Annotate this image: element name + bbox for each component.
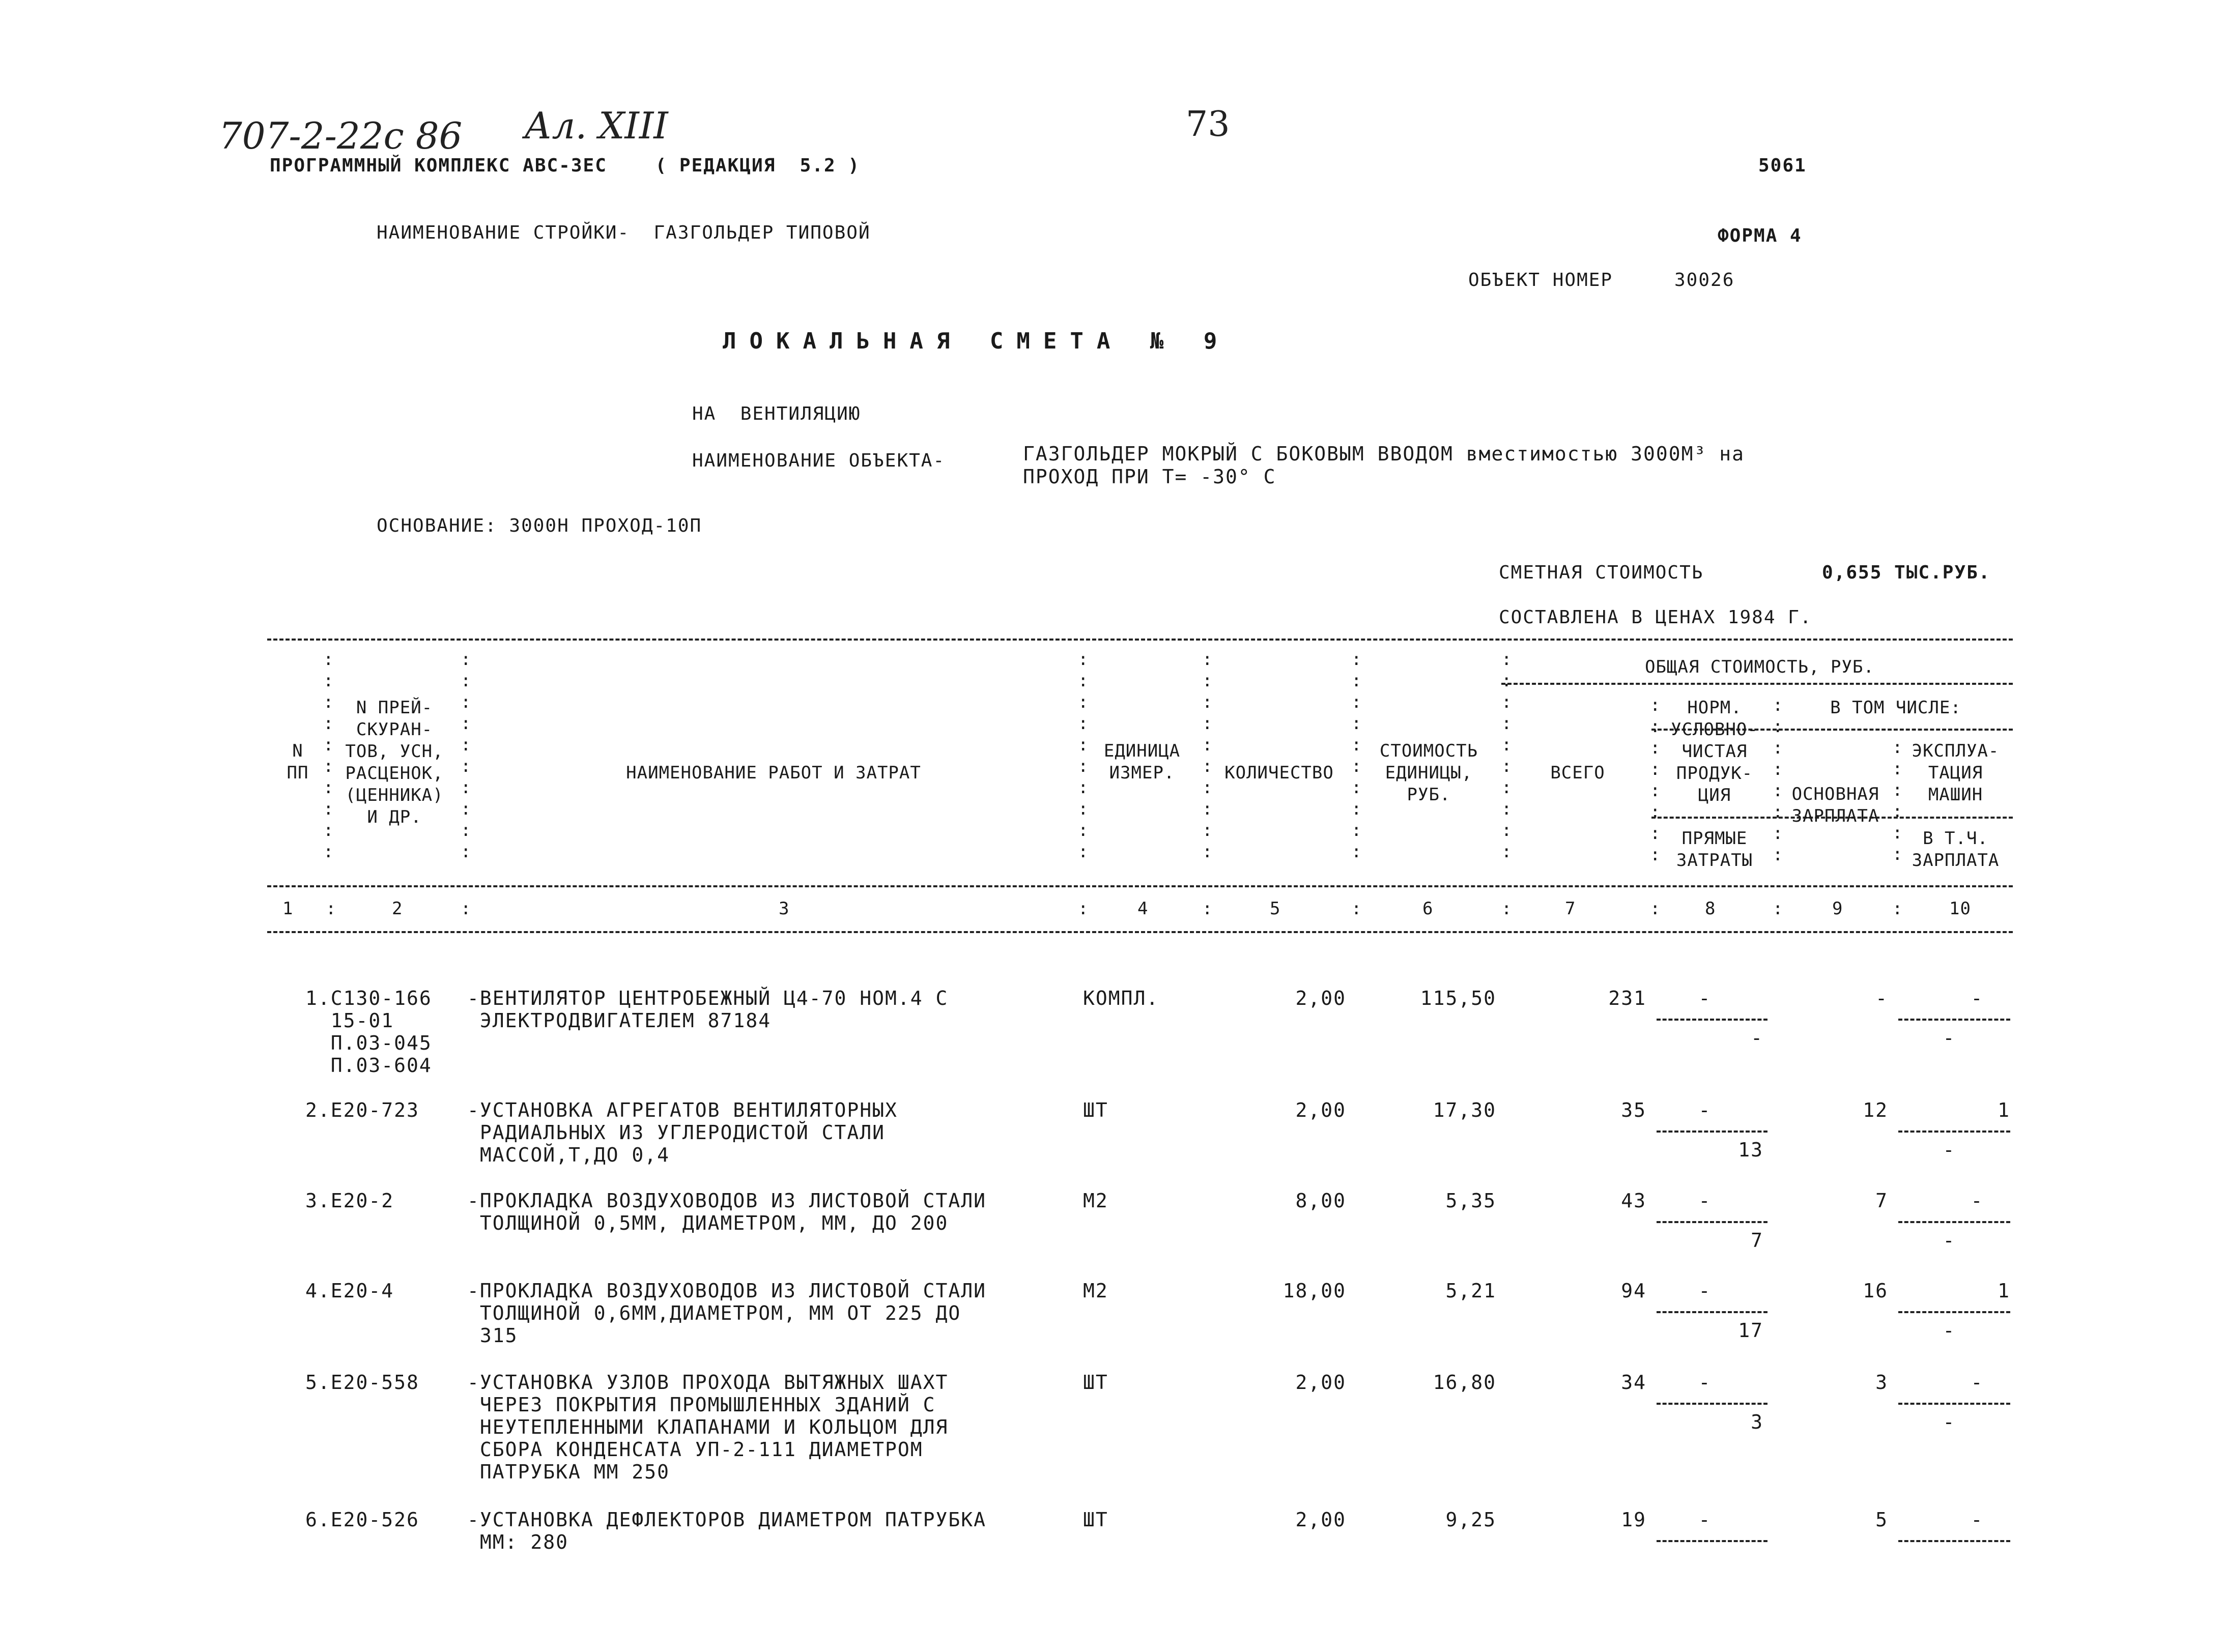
total-group-rule <box>1501 683 2013 685</box>
fraction-rule <box>1898 1019 2010 1021</box>
row-direct-cost: 13 <box>1738 1139 1763 1161</box>
program-line: ПРОГРАММНЫЙ КОМПЛЕКС АВС-3ЕС ( РЕДАКЦИЯ 5.2 ) <box>270 155 861 176</box>
row-code: 4.Е20-4 <box>305 1280 394 1302</box>
row-unit: КОМПЛ. <box>1083 987 1159 1009</box>
price-basis: СОСТАВЛЕНА В ЦЕНАХ 1984 Г. <box>1499 607 1812 628</box>
column-number-3: 3 <box>779 899 790 919</box>
fraction-rule <box>1657 1311 1767 1313</box>
column-number-9: 9 <box>1832 899 1843 919</box>
fraction-rule <box>1898 1131 2010 1133</box>
row-work-name: -УСТАНОВКА ДЕФЛЕКТОРОВ ДИАМЕТРОМ ПАТРУБКА ММ: 280 <box>467 1509 986 1553</box>
col-header-unit-cost: СТОИМОСТЬ ЕДИНИЦЫ, РУБ. <box>1379 741 1478 805</box>
row-unit: М2 <box>1083 1190 1108 1212</box>
row-total: 43 <box>1621 1190 1646 1212</box>
col-sep-1: : : : : : : : : : : <box>323 649 334 862</box>
object-name-line1: ГАЗГОЛЬДЕР МОКРЫЙ С БОКОВЫМ ВВОДОМ вместимостью 3000М³ на <box>1023 443 1745 465</box>
row-total: 19 <box>1621 1509 1646 1531</box>
fraction-rule <box>1657 1019 1767 1021</box>
row-code: 5.Е20-558 <box>305 1371 419 1394</box>
header-bottom-rule <box>267 885 2013 887</box>
column-number-7: 7 <box>1565 899 1576 919</box>
row-direct-cost: 3 <box>1751 1411 1763 1433</box>
row-unit: М2 <box>1083 1280 1108 1302</box>
fraction-rule <box>1898 1311 2010 1313</box>
column-number-separator: : <box>1650 899 1661 919</box>
row-unit-cost: 115,50 <box>1420 987 1496 1009</box>
column-number-separator: : <box>1892 899 1903 919</box>
fraction-rule <box>1657 1540 1767 1542</box>
table-top-rule <box>267 639 2013 641</box>
sheet-number-handwritten: Ал. XIII <box>524 104 668 147</box>
column-number-2: 2 <box>392 899 403 919</box>
row-machine-cost: 1 <box>1998 1099 2010 1121</box>
row-base-salary: 12 <box>1863 1099 1888 1121</box>
row-total: 231 <box>1608 987 1646 1009</box>
col-header-total: ВСЕГО <box>1550 763 1605 783</box>
column-number-separator: : <box>326 899 337 919</box>
row-machine-cost: - <box>1971 987 1984 1009</box>
row-unit-cost: 9,25 <box>1445 1509 1496 1531</box>
col-header-total-group: ОБЩАЯ СТОИМОСТЬ, РУБ. <box>1645 657 1874 677</box>
col-sep-5: : : : : : : : : : : <box>1351 649 1362 862</box>
col-sep-8: : : : : : : : : <box>1773 695 1784 865</box>
column-number-4: 4 <box>1137 899 1149 919</box>
row-code: 6.Е20-526 <box>305 1509 419 1531</box>
row-norm-value: - <box>1698 1371 1712 1394</box>
object-number: 30026 <box>1674 270 1735 291</box>
row-code: 3.Е20-2 <box>305 1190 394 1212</box>
row-machine-salary: - <box>1943 1229 1956 1252</box>
row-machine-cost: - <box>1971 1509 1984 1531</box>
row-machine-cost: - <box>1971 1190 1984 1212</box>
row-unit: ШТ <box>1083 1371 1108 1394</box>
row-work-name: -ПРОКЛАДКА ВОЗДУХОВОДОВ ИЗ ЛИСТОВОЙ СТАЛИ ТОЛЩИНОЙ 0,6ММ,ДИАМЕТРОМ, ММ ОТ 225 ДО 315 <box>467 1280 986 1347</box>
column-number-separator: : <box>461 899 472 919</box>
column-number-1: 1 <box>282 899 294 919</box>
row-unit-cost: 16,80 <box>1433 1371 1496 1394</box>
column-number-8: 8 <box>1705 899 1716 919</box>
col-header-pricelist: N ПРЕЙ- СКУРАН- ТОВ, УСН, РАСЦЕНОК, (ЦЕННИКА) И ДР. <box>345 698 444 827</box>
row-quantity: 2,00 <box>1295 987 1346 1009</box>
row-quantity: 2,00 <box>1295 1371 1346 1394</box>
row-unit: ШТ <box>1083 1099 1108 1121</box>
col-sep-7: : : : : : : : : <box>1650 695 1661 865</box>
col-header-work-name: НАИМЕНОВАНИЕ РАБОТ И ЗАТРАТ <box>626 763 921 783</box>
row-unit: ШТ <box>1083 1509 1108 1531</box>
row-norm-value: - <box>1698 1190 1712 1212</box>
column-number-6: 6 <box>1422 899 1434 919</box>
col-sep-2: : : : : : : : : : : <box>461 649 472 862</box>
col-header-machines: ЭКСПЛУА- ТАЦИЯ МАШИН <box>1912 741 2000 805</box>
column-number-separator: : <box>1078 899 1089 919</box>
fraction-rule <box>1898 1540 2010 1542</box>
col-sep-3: : : : : : : : : : : <box>1078 649 1089 862</box>
row-machine-salary: - <box>1943 1027 1956 1049</box>
row-quantity: 2,00 <box>1295 1099 1346 1121</box>
form-label: ФОРМА 4 <box>1718 225 1802 246</box>
row-base-salary: 7 <box>1875 1190 1888 1212</box>
row-total: 94 <box>1621 1280 1646 1302</box>
row-quantity: 8,00 <box>1295 1190 1346 1212</box>
estimate-title: ЛОКАЛЬНАЯ СМЕТА № 9 <box>723 328 1231 354</box>
row-norm-value: - <box>1698 987 1712 1009</box>
fraction-rule <box>1657 1221 1767 1223</box>
numbers-bottom-rule <box>267 931 2013 933</box>
column-number-5: 5 <box>1270 899 1281 919</box>
row-base-salary: - <box>1875 987 1888 1009</box>
col-sep-6: : : : : : : : : : : <box>1501 649 1513 862</box>
col-header-quantity: КОЛИЧЕСТВО <box>1224 763 1334 783</box>
row-work-name: -ПРОКЛАДКА ВОЗДУХОВОДОВ ИЗ ЛИСТОВОЙ СТАЛИ ТОЛЩИНОЙ 0,5ММ, ДИАМЕТРОМ, ММ, ДО 200 <box>467 1190 986 1234</box>
basis-line: ОСНОВАНИЕ: 3000Н ПРОХОД-10П <box>377 515 702 536</box>
column-number-separator: : <box>1501 899 1513 919</box>
row-base-salary: 5 <box>1875 1509 1888 1531</box>
row-unit-cost: 5,35 <box>1445 1190 1496 1212</box>
page-number-handwritten: 73 <box>1186 104 1230 144</box>
row-direct-cost: 7 <box>1751 1229 1763 1252</box>
fraction-rule <box>1898 1403 2010 1405</box>
row-machine-salary: - <box>1943 1411 1956 1433</box>
row-code: 2.Е20-723 <box>305 1099 419 1121</box>
col-header-including: В ТОМ ЧИСЛЕ: <box>1830 698 1961 718</box>
column-number-separator: : <box>1202 899 1213 919</box>
row-machine-salary: - <box>1943 1319 1956 1342</box>
col-header-norm: НОРМ. УСЛОВНО- ЧИСТАЯ ПРОДУК- ЦИЯ <box>1671 698 1758 805</box>
col-header-machine-salary: В Т.Ч. ЗАРПЛАТА <box>1912 828 2000 871</box>
row-base-salary: 3 <box>1875 1371 1888 1394</box>
column-number-separator: : <box>1351 899 1362 919</box>
row-direct-cost: 17 <box>1738 1319 1763 1342</box>
row-base-salary: 16 <box>1863 1280 1888 1302</box>
code-right: 5061 <box>1758 155 1807 176</box>
col-header-unit: ЕДИНИЦА ИЗМЕР. <box>1103 741 1181 783</box>
construction-name: НАИМЕНОВАНИЕ СТРОЙКИ- ГАЗГОЛЬДЕР ТИПОВОЙ <box>377 222 871 243</box>
row-unit-cost: 17,30 <box>1433 1099 1496 1121</box>
row-unit-cost: 5,21 <box>1445 1280 1496 1302</box>
row-machine-cost: - <box>1971 1371 1984 1394</box>
row-quantity: 2,00 <box>1295 1509 1346 1531</box>
row-quantity: 18,00 <box>1282 1280 1346 1302</box>
col-header-salary: ОСНОВНАЯ ЗАРПЛАТА <box>1791 784 1879 826</box>
object-number-label: ОБЪЕКТ НОМЕР <box>1468 270 1613 291</box>
row-work-name: -УСТАНОВКА АГРЕГАТОВ ВЕНТИЛЯТОРНЫХ РАДИАЛЬНЫХ ИЗ УГЛЕРОДИСТОЙ СТАЛИ МАССОЙ,Т,ДО 0,4 <box>467 1099 898 1166</box>
row-norm-value: - <box>1698 1099 1712 1121</box>
estimate-subject: НА ВЕНТИЛЯЦИЮ <box>692 403 861 424</box>
col-sep-9: : : : : : : <box>1892 737 1903 864</box>
row-machine-salary: - <box>1943 1139 1956 1161</box>
row-code: 1.С130-166 15-01 П.03-045 П.03-604 <box>305 987 432 1077</box>
row-direct-cost: - <box>1751 1027 1763 1049</box>
row-total: 35 <box>1621 1099 1646 1121</box>
col-header-direct: ПРЯМЫЕ ЗАТРАТЫ <box>1676 828 1753 871</box>
row-work-name: -ВЕНТИЛЯТОР ЦЕНТРОБЕЖНЫЙ Ц4-70 НОМ.4 С ЭЛЕКТРОДВИГАТЕЛЕМ 87184 <box>467 987 949 1032</box>
object-name-line2: ПРОХОД ПРИ Т= -30° С <box>1023 466 1276 488</box>
fraction-rule <box>1657 1403 1767 1405</box>
row-total: 34 <box>1621 1371 1646 1394</box>
row-work-name: -УСТАНОВКА УЗЛОВ ПРОХОДА ВЫТЯЖНЫХ ШАХТ ЧЕРЕЗ ПОКРЫТИЯ ПРОМЫШЛЕННЫХ ЗДАНИЙ С НЕУТЕПЛЕННЫМИ КЛАПАНАМИ И КОЛЬЦОМ ДЛЯ СБОРА КОНДЕНСАТА УП-2-111 ДИАМЕТРОМ ПАТРУБКА ММ 250 <box>467 1371 949 1483</box>
estimated-cost-value: 0,655 ТЫС.РУБ. <box>1822 562 1991 583</box>
col-header-number: N ПП <box>287 741 309 783</box>
estimated-cost-label: СМЕТНАЯ СТОИМОСТЬ <box>1499 562 1704 583</box>
column-number-10: 10 <box>1949 899 1971 919</box>
column-number-separator: : <box>1773 899 1784 919</box>
row-norm-value: - <box>1698 1280 1712 1302</box>
row-norm-value: - <box>1698 1509 1712 1531</box>
fraction-rule <box>1898 1221 2010 1223</box>
object-name-label: НАИМЕНОВАНИЕ ОБЪЕКТА- <box>692 450 946 471</box>
fraction-rule <box>1657 1131 1767 1133</box>
row-machine-cost: 1 <box>1998 1280 2010 1302</box>
col-sep-4: : : : : : : : : : : <box>1202 649 1213 862</box>
document-code-handwritten: 707-2-22с 86 <box>219 114 463 157</box>
